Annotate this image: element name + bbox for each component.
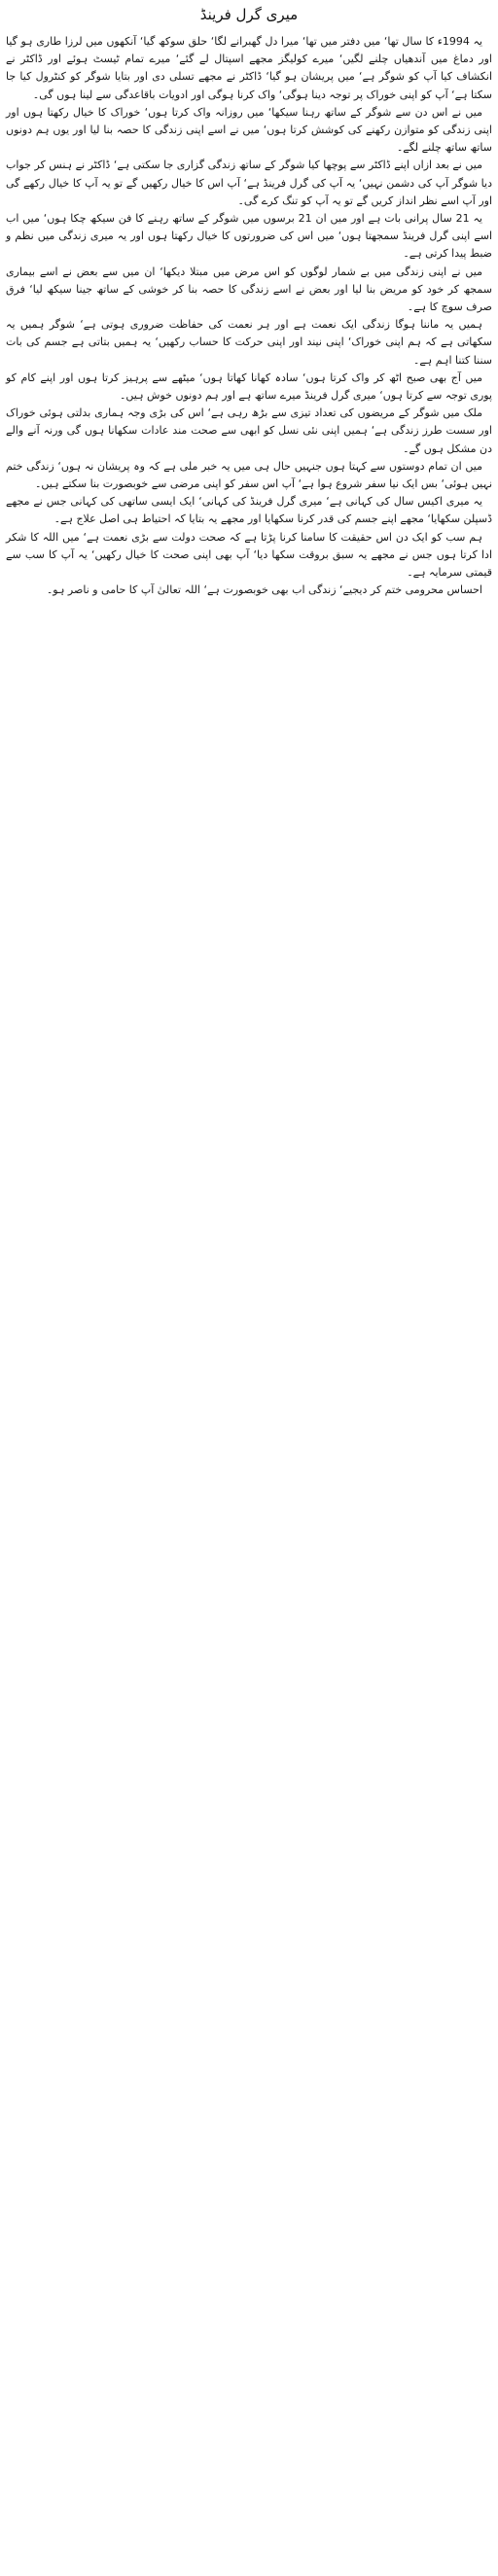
article-paragraph: احساس محرومی ختم کر دیجیے‘ زندگی اب بھی خوبصورت ہے‘ اللہ تعالیٰ آپ کا حامی و ناصر ہو۔ [46,583,482,597]
article-paragraph: یہ میری اکیس سال کی کہانی ہے‘ میری گرل فرینڈ کی کہانی‘ ایک ایسی ساتھی کی کہانی جس نے مجھے ڈسپلن سکھایا‘ مجھے اپنے جسم کی قدر کرنا سکھایا اور مجھے یہ بتایا کہ احتیاط ہی اصل علاج ہے۔ [6,495,492,526]
article-title: میری گرل فرینڈ [199,6,299,23]
article-paragraph: یہ 21 سال پرانی بات ہے اور میں ان 21 برسوں میں شوگر کے ساتھ رہنے کا فن سیکھ چکا ہوں‘ میں اب اسے اپنی گرل فرینڈ سمجھتا ہوں‘ میں اس کی ضرورتوں کا خیال رکھتا ہوں اور یہ میری زندگی میں نظم و ضبط پیدا کرتی ہے۔ [6,212,492,261]
article-paragraph: ہم سب کو ایک دن اس حقیقت کا سامنا کرنا پڑتا ہے کہ صحت دولت سے بڑی نعمت ہے‘ میں اللہ کا شکر ادا کرتا ہوں جس نے مجھے یہ سبق بروقت سکھا دیا‘ آپ بھی اپنی صحت کا خیال رکھیں‘ یہ آپ کا سب سے قیمتی سرمایہ ہے۔ [6,530,492,580]
article-paragraph: میں ان تمام دوستوں سے کہتا ہوں جنہیں حال ہی میں یہ خبر ملی ہے کہ وہ پریشان نہ ہوں‘ زندگی ختم نہیں ہوئی‘ بس ایک نیا سفر شروع ہوا ہے‘ آپ اس سفر کو اپنی مرضی سے خوبصورت بنا سکتے ہیں۔ [6,459,492,491]
article-paragraph: یہ 1994ء کا سال تھا‘ میں دفتر میں تھا‘ میرا دل گھبرانے لگا‘ حلق سوکھ گیا‘ آنکھوں میں لرزا طاری ہو گیا اور دماغ میں آندھیاں چلنے لگیں‘ میرے کولیگز مجھے اسپتال لے گئے‘ میرے تمام ٹیسٹ ہوئے اور ڈاکٹر نے انکشاف کیا آپ کو شوگر ہے‘ میں پریشان ہو گیا‘ ڈاکٹر نے مجھے تسلی دی اور بتایا شوگر کو کنٹرول کیا جا سکتا ہے‘ آپ کو اپنی خوراک پر توجہ دینا ہوگی‘ واک کرنا ہوگی اور ادویات باقاعدگی سے لینا ہوں گی۔ [6,35,492,101]
article-paragraph: ہمیں یہ ماننا ہوگا زندگی ایک نعمت ہے اور ہر نعمت کی حفاظت ضروری ہوتی ہے‘ شوگر ہمیں یہ سکھاتی ہے کہ ہم اپنی خوراک‘ اپنی نیند اور اپنی حرکت کا حساب رکھیں‘ یہ ہمیں بتاتی ہے جسم کی بات سننا کتنا اہم ہے۔ [6,318,492,367]
article-body [6,33,492,600]
article-paragraph: میں آج بھی صبح اٹھ کر واک کرتا ہوں‘ سادہ کھانا کھاتا ہوں‘ میٹھے سے پرہیز کرتا ہوں اور اپنے کام کو پوری توجہ سے کرتا ہوں‘ میری گرل فرینڈ میرے ساتھ ہے اور ہم دونوں خوش ہیں۔ [6,371,492,403]
article-paragraph: ملک میں شوگر کے مریضوں کی تعداد تیزی سے بڑھ رہی ہے‘ اس کی بڑی وجہ ہماری بدلتی ہوئی خوراک اور سست طرز زندگی ہے‘ ہمیں اپنی نئی نسل کو ابھی سے صحت مند عادات سکھانا ہوں گی ورنہ آنے والے دن مشکل ہوں گے۔ [6,406,492,455]
article-paragraph: میں نے اس دن سے شوگر کے ساتھ رہنا سیکھا‘ میں روزانہ واک کرتا ہوں‘ خوراک کا خیال رکھتا ہوں اور اپنی زندگی کو متوازن رکھنے کی کوشش کرتا ہوں‘ میں نے اسے اپنی زندگی کا حصہ بنا لیا اور یوں ہم دونوں ساتھ ساتھ چلنے لگے۔ [6,105,492,155]
article-paragraph: میں نے اپنی زندگی میں بے شمار لوگوں کو اس مرض میں مبتلا دیکھا‘ ان میں سے بعض نے اسے بیماری سمجھ کر خود کو مریض بنا لیا اور بعض نے اسے زندگی کا حصہ بنا کر خوشی کے ساتھ جینا سیکھ لیا‘ فرق صرف سوچ کا ہے۔ [6,265,492,314]
article-paragraph: میں نے بعد ازاں اپنے ڈاکٹر سے پوچھا کیا شوگر کے ساتھ زندگی گزاری جا سکتی ہے‘ ڈاکٹر نے ہنس کر جواب دیا شوگر آپ کی دشمن نہیں‘ یہ آپ کی گرل فرینڈ ہے‘ آپ اس کا خیال رکھیں گے تو یہ آپ کا خیال رکھے گی اور آپ اسے نظر انداز کریں گے تو یہ آپ کو تنگ کرے گی۔ [6,159,492,207]
